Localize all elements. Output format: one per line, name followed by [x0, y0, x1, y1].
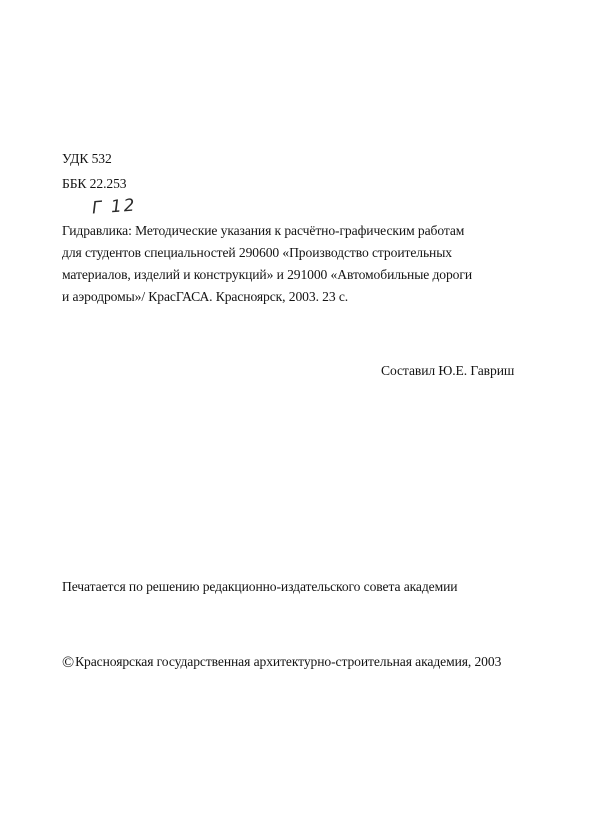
handwritten-author-mark: Г 12 — [91, 195, 138, 219]
annotation-line: для студентов специальностей 290600 «Производство строительных — [62, 245, 452, 260]
copyright-notice — [62, 653, 501, 671]
publication-approval: Печатается по решению редакционно-издательского совета академии — [62, 579, 458, 594]
annotation-line: и аэродромы»/ КрасГАСА. Красноярск, 2003. 23 с. — [62, 289, 349, 304]
annotation-line: материалов, изделий и конструкций» и 291000 «Автомобильные дороги — [62, 267, 473, 282]
copyright-text: Красноярская государственная архитектурно-строительная академия, 2003 — [75, 654, 502, 669]
compiler-credit: Составил Ю.Е. Гавриш — [381, 363, 515, 378]
annotation-line: Гидравлика: Методические указания к расчётно-графическим работам — [62, 223, 465, 238]
copyright-icon: © — [62, 654, 75, 671]
udk-code: УДК 532 — [62, 151, 112, 166]
bbk-code: ББК 22.253 — [62, 176, 127, 191]
bibliographic-annotation — [62, 220, 532, 308]
